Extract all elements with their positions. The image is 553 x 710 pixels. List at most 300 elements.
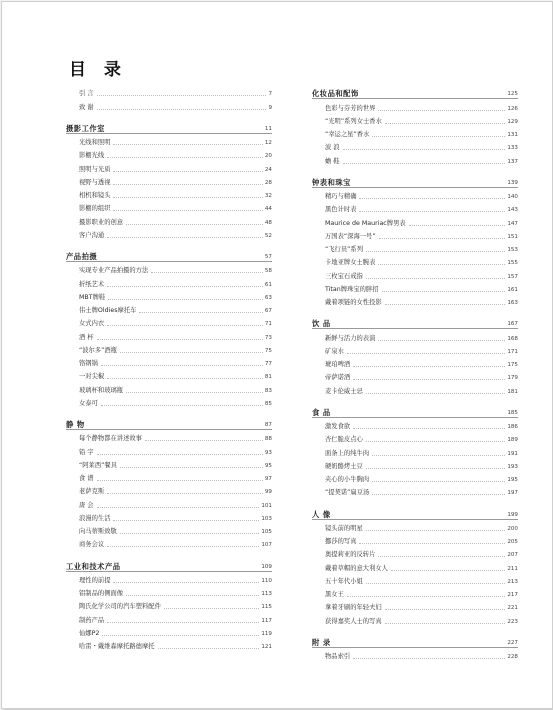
toc-entry[interactable] <box>66 315 272 328</box>
section-heading[interactable] <box>312 505 518 519</box>
toc-label: 附 录 <box>312 637 331 647</box>
dot-leader <box>108 130 263 131</box>
toc-label: 相机和镜头 <box>79 192 111 199</box>
toc-label: 矿泉水 <box>325 347 344 355</box>
dot-leader <box>107 545 259 547</box>
toc-section <box>66 85 272 112</box>
toc-label: 铅 字 <box>79 448 94 456</box>
toc-label: 引 言 <box>79 90 94 98</box>
toc-label: 折纸艺术 <box>79 280 105 288</box>
toc-page-number: 213 <box>507 578 518 585</box>
toc-label: 人 像 <box>312 509 331 519</box>
toc-entry[interactable] <box>312 241 518 254</box>
toc-page-number: 140 <box>507 194 518 200</box>
dot-leader <box>372 493 505 495</box>
toc-entry[interactable] <box>312 188 518 201</box>
toc-entry[interactable] <box>312 559 518 572</box>
toc-entry[interactable] <box>312 294 518 307</box>
toc-label: “飞行员”系列 <box>325 246 364 253</box>
toc-page-number: 197 <box>507 490 518 497</box>
toc-page-number: 61 <box>264 281 272 288</box>
toc-entry[interactable] <box>312 573 518 586</box>
dot-leader <box>391 569 505 571</box>
dot-leader <box>158 647 260 649</box>
toc-page-number: 115 <box>261 604 272 611</box>
dot-leader <box>353 378 505 380</box>
toc-label: Titan牌珠宝的胖招 <box>325 285 379 293</box>
toc-page-number: 143 <box>507 207 518 214</box>
dot-leader <box>113 196 262 198</box>
dot-leader <box>107 492 263 494</box>
toc-entry[interactable] <box>312 254 518 267</box>
toc-entry[interactable] <box>312 201 518 214</box>
toc-page-number: 77 <box>264 361 272 367</box>
toc-page-number: 87 <box>264 422 272 428</box>
toc-entry[interactable] <box>312 546 518 559</box>
toc-page-number: 52 <box>264 232 272 239</box>
dot-leader <box>120 466 263 468</box>
toc-entry[interactable] <box>66 585 272 598</box>
toc-label: 每个静物都在讲述故事 <box>79 435 142 443</box>
dot-leader <box>385 122 505 124</box>
dot-leader <box>120 351 263 353</box>
toc-page-number: 107 <box>261 542 272 549</box>
toc-page-number: 179 <box>507 375 518 382</box>
toc-label: 致 谢 <box>79 103 94 111</box>
toc-entry[interactable] <box>66 355 272 368</box>
toc-label: 哈雷・戴维森摩托路德摩托 <box>79 643 155 650</box>
dot-leader <box>113 143 262 145</box>
dot-leader <box>366 440 506 442</box>
toc-entry[interactable] <box>312 533 518 546</box>
toc-label: 夹心的小牛胸肉 <box>325 476 370 483</box>
dot-leader <box>101 364 263 366</box>
toc-page-number: 126 <box>507 105 518 112</box>
toc-page-number: 9 <box>268 104 272 111</box>
toc-page-number: 83 <box>264 387 272 394</box>
toc-page-number: 81 <box>264 374 272 381</box>
toc-page-number: 151 <box>507 233 518 240</box>
toc-label: 光线和照明 <box>79 139 111 146</box>
dot-leader <box>97 94 267 96</box>
toc-label: 玻璃杯和玻璃瓶 <box>79 386 124 394</box>
toc-page-number: 71 <box>264 321 272 328</box>
toc-page-number: 211 <box>507 565 518 572</box>
dot-leader <box>88 426 263 427</box>
toc-label: 拿着牙刷的年轻夫妇 <box>325 604 382 612</box>
section-heading[interactable] <box>66 248 272 262</box>
toc-section <box>66 416 272 550</box>
toc-page-number: 167 <box>507 321 518 328</box>
toc-label: 女泰可 <box>79 399 98 407</box>
toc-label: 琥珀啤酒 <box>325 361 351 368</box>
toc-label: 铝制品的侧面像 <box>79 590 124 597</box>
toc-page-number: 117 <box>261 617 272 624</box>
toc-page-number: 12 <box>264 140 272 146</box>
toc-page-number: 103 <box>261 515 272 522</box>
toc-page-number: 227 <box>507 639 518 646</box>
toc-label: 老萨克斯 <box>79 488 105 496</box>
toc-page-number: 95 <box>264 462 272 469</box>
dot-leader <box>366 277 506 279</box>
toc-entry[interactable] <box>66 443 272 456</box>
toc-label: 食 谱 <box>79 475 94 482</box>
dot-leader <box>382 290 506 292</box>
toc-entry[interactable] <box>312 139 518 152</box>
dot-leader <box>107 156 263 158</box>
dot-leader <box>372 480 505 482</box>
toc-page-number: 20 <box>264 153 272 160</box>
toc-entry[interactable] <box>66 470 272 483</box>
toc-label: 实现专业产品拍摄的方法 <box>79 267 149 275</box>
toc-entry[interactable] <box>66 381 272 394</box>
toc-entry[interactable] <box>312 444 518 457</box>
toc-label: 摄影工作室 <box>66 123 105 133</box>
toc-page-number: 189 <box>507 437 518 444</box>
section-heading[interactable] <box>312 174 518 188</box>
toc-entry[interactable] <box>66 611 272 624</box>
toc-label: 万国表“深海一号” <box>325 232 376 240</box>
dot-leader <box>359 210 505 212</box>
toc-page-number: 193 <box>507 463 518 470</box>
toc-label: 戴着草帽的意大利女人 <box>325 564 388 572</box>
toc-label: 制药产品 <box>79 616 105 624</box>
toc-page-number: 24 <box>264 166 272 173</box>
toc-label: 影棚的组织 <box>79 205 111 213</box>
toc-entry[interactable] <box>312 281 518 294</box>
dot-leader <box>126 594 259 596</box>
dot-leader <box>385 608 506 610</box>
toc-entry[interactable] <box>312 382 518 395</box>
toc-entry[interactable] <box>312 599 518 612</box>
toc-section <box>312 174 518 308</box>
dot-leader <box>378 555 505 557</box>
toc-label: 五十年代小姐 <box>325 577 363 585</box>
toc-page-number: 195 <box>507 477 518 483</box>
toc-page-number: 121 <box>261 644 272 650</box>
toc-label: 伟士牌Oldies摩托车 <box>79 307 137 314</box>
dot-leader <box>113 183 262 185</box>
toc-label: 唐 会 <box>79 501 94 509</box>
toc-entry[interactable] <box>66 328 272 341</box>
toc-entry[interactable] <box>66 160 272 173</box>
toc-page-number: 131 <box>507 132 518 138</box>
toc-section <box>66 557 272 651</box>
toc-page-number: 11 <box>264 125 272 132</box>
dot-leader <box>107 285 263 287</box>
toc-entry[interactable] <box>312 648 518 661</box>
toc-section <box>66 120 272 240</box>
dot-leader <box>113 581 259 583</box>
toc-entry[interactable] <box>312 369 518 382</box>
toc-page-number: 88 <box>264 436 272 443</box>
toc-page-number: 185 <box>507 409 518 416</box>
dot-leader <box>120 532 260 534</box>
toc-entry[interactable] <box>66 85 272 98</box>
toc-page-number: 119 <box>261 630 272 637</box>
toc-label: 黑色计时表 <box>325 206 357 214</box>
toc-entry[interactable] <box>312 343 518 356</box>
toc-page-number: 113 <box>261 591 272 597</box>
toc-page-number: 109 <box>261 563 272 570</box>
toc-page-number: 199 <box>507 511 518 518</box>
dot-leader <box>347 595 505 597</box>
dot-leader <box>97 338 263 340</box>
toc-page-number: 75 <box>264 347 272 354</box>
dot-leader <box>379 237 506 239</box>
toc-page-number: 200 <box>507 525 518 532</box>
dot-leader <box>108 298 263 300</box>
toc-entry[interactable] <box>66 430 272 443</box>
toc-page-number: 48 <box>264 219 272 226</box>
toc-label: 客户沟通 <box>79 231 105 239</box>
toc-entry[interactable] <box>66 98 272 111</box>
dot-leader <box>126 391 263 393</box>
toc-entry[interactable] <box>66 302 272 315</box>
toc-label: 化妆品和配饰 <box>312 89 359 99</box>
toc-page-number: 155 <box>507 260 518 267</box>
dot-leader <box>113 519 259 521</box>
toc-entry[interactable] <box>312 214 518 227</box>
toc-entry[interactable] <box>66 147 272 160</box>
toc-label: 一对尖椒 <box>79 373 105 381</box>
toc-label: 向马蒂斯致敬 <box>79 528 117 535</box>
toc-page-number: 105 <box>261 529 272 535</box>
toc-label: 蟾 鞋 <box>325 157 340 165</box>
toc-entry[interactable] <box>312 458 518 471</box>
toc-entry[interactable] <box>66 368 272 381</box>
dot-leader <box>97 479 263 481</box>
toc-page-number: 137 <box>507 158 518 165</box>
toc-label: 镜头前的明星 <box>325 524 363 532</box>
toc-page-number: 32 <box>264 193 272 199</box>
toc-label: 产品拍摄 <box>66 252 98 261</box>
toc-label: 硬奶酪烤土豆 <box>325 462 363 470</box>
dot-leader <box>409 224 506 226</box>
toc-entry[interactable] <box>66 200 272 213</box>
toc-page-number: 147 <box>507 220 518 227</box>
toc-entry[interactable] <box>66 598 272 611</box>
toc-entry[interactable] <box>66 134 272 147</box>
dot-leader <box>97 453 263 455</box>
toc-entry[interactable] <box>312 99 518 112</box>
toc-label: “提契诺”扁豆汤 <box>325 489 370 497</box>
section-heading[interactable] <box>312 404 518 418</box>
toc-page-number: 171 <box>507 348 518 355</box>
toc-label: 挪莎的写真 <box>325 538 357 545</box>
toc-label: 照明与光质 <box>79 165 111 173</box>
toc-entry[interactable] <box>66 262 272 275</box>
toc-entry[interactable] <box>66 289 272 302</box>
toc-label: 摄影职业的创意 <box>79 218 124 226</box>
toc-entry[interactable] <box>66 496 272 509</box>
toc-left-column <box>66 85 272 659</box>
toc-label: 理性的前提 <box>79 576 111 584</box>
dot-leader <box>139 311 262 313</box>
dot-leader <box>353 427 505 429</box>
toc-entry[interactable] <box>66 510 272 523</box>
toc-entry[interactable] <box>66 275 272 288</box>
dot-leader <box>372 135 505 137</box>
toc-label: 饮 品 <box>312 319 331 329</box>
toc-entry[interactable] <box>312 152 518 165</box>
toc-section <box>312 505 518 625</box>
toc-label: 三枚宝石戒指 <box>325 272 363 280</box>
toc-entry[interactable] <box>66 187 272 200</box>
dot-leader <box>107 621 259 623</box>
toc-section <box>312 634 518 662</box>
toc-label: 食 品 <box>312 407 331 417</box>
toc-entry[interactable] <box>312 329 518 342</box>
toc-label: 商务会议 <box>79 541 105 549</box>
toc-label: 浪漫的生活 <box>79 514 111 522</box>
toc-entry[interactable] <box>312 612 518 625</box>
page-title: 目 录 <box>69 60 127 80</box>
toc-page-number: 168 <box>507 335 518 342</box>
dot-leader <box>366 250 505 252</box>
toc-page-number: 181 <box>507 388 518 395</box>
dot-leader <box>378 263 505 265</box>
dot-leader <box>347 352 505 354</box>
toc-entry[interactable] <box>312 228 518 241</box>
toc-label: 视野与透视 <box>79 178 111 186</box>
toc-page-number: 223 <box>507 618 518 625</box>
dot-leader <box>100 258 263 259</box>
toc-entry[interactable] <box>66 638 272 651</box>
toc-right-column <box>312 85 518 669</box>
dot-leader <box>343 148 506 150</box>
toc-label: 奥提莉亚的反转片 <box>325 551 376 559</box>
dot-leader <box>366 529 506 531</box>
toc-section <box>312 404 518 498</box>
toc-page-number: 110 <box>261 577 272 584</box>
toc-page-number: 93 <box>264 449 272 456</box>
section-heading[interactable] <box>312 85 518 99</box>
toc-label: 女式内衣 <box>79 320 105 328</box>
toc-label: 戴着项链的女性投影 <box>325 299 382 306</box>
toc-page-number: 228 <box>507 654 518 660</box>
toc-section <box>312 315 518 396</box>
dot-leader <box>385 303 506 305</box>
toc-entry[interactable] <box>66 395 272 408</box>
toc-page-number: 28 <box>264 179 272 186</box>
toc-entry[interactable] <box>66 536 272 549</box>
toc-label: 影棚光线 <box>79 152 105 160</box>
toc-page-number: 153 <box>507 247 518 253</box>
toc-entry[interactable] <box>66 625 272 638</box>
toc-label: 陶氏化学公司的汽车塑料配件 <box>79 603 161 611</box>
toc-label: 新鲜与活力的表演 <box>325 334 376 342</box>
toc-entry[interactable] <box>312 471 518 484</box>
section-heading[interactable] <box>312 634 518 648</box>
toc-label: 卡地亚牌女士腕表 <box>325 259 376 267</box>
toc-label: “幸运之星”香水 <box>325 131 370 138</box>
dot-leader <box>102 634 259 636</box>
dot-leader <box>107 236 263 238</box>
toc-entry[interactable] <box>66 227 272 240</box>
toc-page-number: 163 <box>507 300 518 306</box>
toc-label: 激发食欲 <box>325 423 351 430</box>
section-heading[interactable] <box>66 120 272 134</box>
dot-leader <box>353 657 505 659</box>
toc-page-number: 85 <box>264 400 272 407</box>
toc-label: 杏仁脆皮点心 <box>325 436 363 444</box>
toc-entry[interactable] <box>66 174 272 187</box>
toc-entry[interactable] <box>312 356 518 369</box>
section-heading[interactable] <box>66 557 272 571</box>
toc-page-number: 191 <box>507 450 518 457</box>
toc-entry[interactable] <box>312 113 518 126</box>
toc-page-number: 133 <box>507 145 518 152</box>
toc-entry[interactable] <box>66 457 272 470</box>
toc-entry[interactable] <box>312 126 518 139</box>
toc-entry[interactable] <box>66 523 272 536</box>
toc-label: 黑女王 <box>325 591 344 598</box>
toc-label: 波 浪 <box>325 144 340 152</box>
toc-page-number: 139 <box>507 179 518 186</box>
toc-entry[interactable] <box>312 520 518 533</box>
dot-leader <box>126 223 263 225</box>
toc-page-number: 221 <box>507 605 518 612</box>
dot-leader <box>145 439 263 441</box>
dot-leader <box>97 506 260 508</box>
dot-leader <box>359 542 505 544</box>
dot-leader <box>334 325 506 326</box>
toc-page-number: 73 <box>264 334 272 341</box>
dot-leader <box>366 392 506 394</box>
toc-section <box>312 85 518 166</box>
dot-leader <box>366 467 506 469</box>
section-heading[interactable] <box>66 416 272 430</box>
toc-page-number: 99 <box>264 489 272 496</box>
dot-leader <box>164 607 259 609</box>
toc-label: 酒 杯 <box>79 333 94 341</box>
dot-leader <box>353 365 505 367</box>
dot-leader <box>107 324 263 326</box>
toc-entry[interactable] <box>66 483 272 496</box>
toc-entry[interactable] <box>312 267 518 280</box>
section-heading[interactable] <box>312 315 518 329</box>
dot-leader <box>359 197 505 199</box>
dot-leader <box>362 95 506 96</box>
toc-entry[interactable] <box>312 586 518 599</box>
dot-leader <box>97 108 267 110</box>
toc-entry[interactable] <box>66 572 272 585</box>
dot-leader <box>334 414 506 415</box>
toc-page-number: 129 <box>507 118 518 125</box>
toc-entry[interactable] <box>312 431 518 444</box>
toc-label: 钟表和珠宝 <box>312 177 351 187</box>
toc-label: 色彩与芬芳的世界 <box>325 104 376 112</box>
dot-leader <box>385 622 506 624</box>
toc-page-number: 7 <box>268 91 272 98</box>
toc-page-number: 175 <box>507 362 518 368</box>
toc-label: 帝萨诺酒 <box>325 374 351 382</box>
toc-label: “阿莱西”餐具 <box>79 461 118 469</box>
toc-page-number: 67 <box>264 308 272 314</box>
toc-label: 铬钢锅 <box>79 360 98 367</box>
toc-label: 获得嘉奖人士的写真 <box>325 617 382 625</box>
toc-entry[interactable] <box>66 342 272 355</box>
toc-page-number: 97 <box>264 476 272 482</box>
toc-entry[interactable] <box>312 484 518 497</box>
dot-leader <box>366 582 506 584</box>
toc-section <box>66 248 272 408</box>
toc-label: 仙娜P2 <box>79 629 100 637</box>
toc-entry[interactable] <box>66 213 272 226</box>
toc-page-number: 207 <box>507 552 518 559</box>
toc-entry[interactable] <box>312 418 518 431</box>
